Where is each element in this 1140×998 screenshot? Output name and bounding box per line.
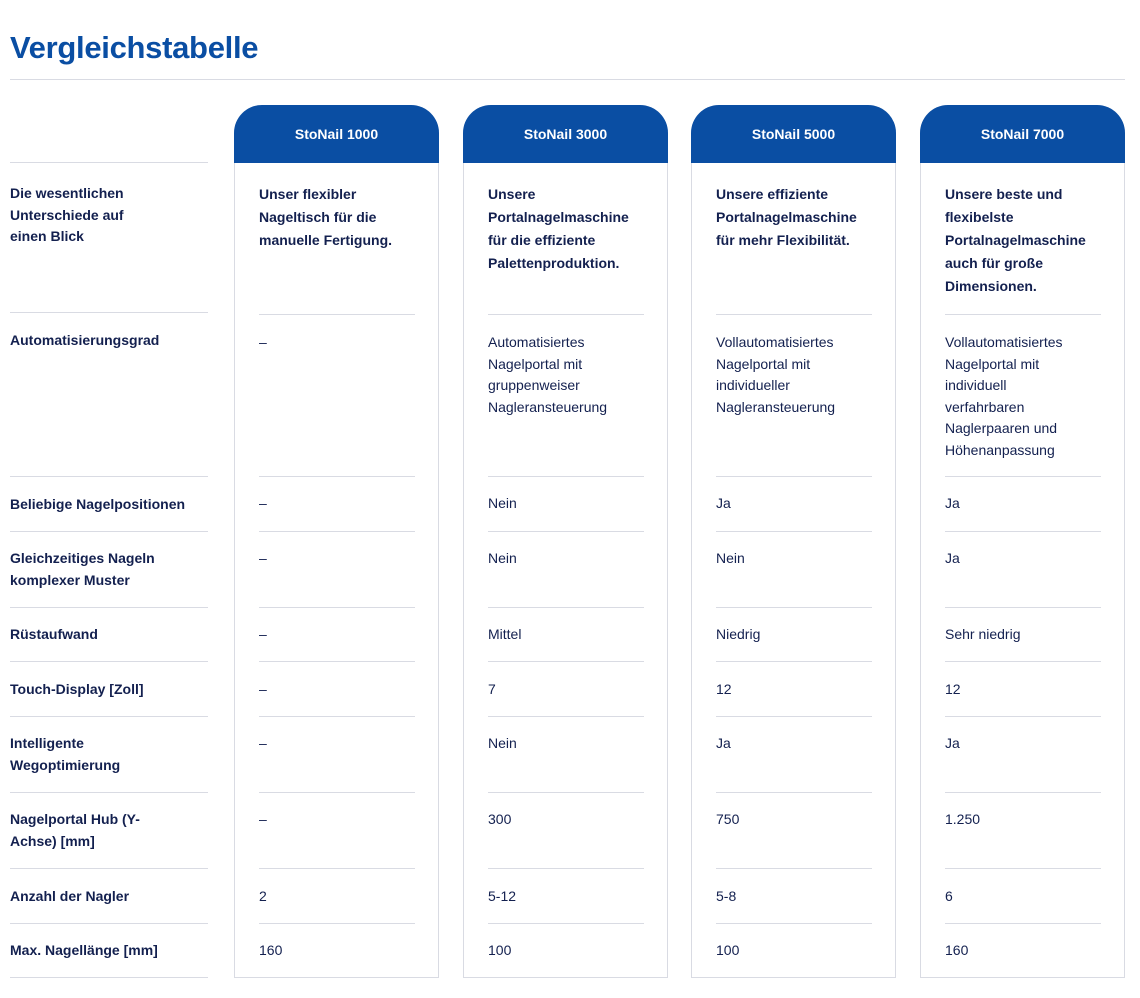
cell-path-optimization: Ja <box>945 735 960 751</box>
column-header: StoNail 3000 <box>463 105 668 163</box>
column-header: StoNail 7000 <box>920 105 1125 163</box>
cell-divider <box>716 314 872 315</box>
cell-portal-stroke: 300 <box>488 811 512 827</box>
cell-divider <box>945 661 1101 662</box>
column-header: StoNail 5000 <box>691 105 896 163</box>
cell-path-optimization: Ja <box>716 735 731 751</box>
cell-nailer-count: 5-8 <box>716 888 737 904</box>
label-divider <box>10 923 208 924</box>
cell-divider <box>716 868 872 869</box>
row-label-nail-positions: Beliebige Nagelpositionen <box>10 496 186 512</box>
product-column-stonail-1000 <box>234 105 439 978</box>
cell-portal-stroke: 1.250 <box>945 811 981 827</box>
cell-divider <box>259 476 415 477</box>
cell-portal-stroke: – <box>259 811 267 827</box>
cell-divider <box>488 314 644 315</box>
cell-complex-patterns: Ja <box>945 550 960 566</box>
cell-divider <box>259 531 415 532</box>
product-column-stonail-5000 <box>691 105 896 978</box>
label-divider <box>10 977 208 978</box>
row-label-portal-stroke: Nagelportal Hub (Y-Achse) [mm] <box>10 811 140 849</box>
cell-complex-patterns: Nein <box>716 550 745 566</box>
label-divider <box>10 162 208 163</box>
page-title: Vergleichstabelle <box>10 30 259 65</box>
cell-summary: Unsere effiziente Portalnagelmaschine für mehr Flexibilität. <box>716 186 857 248</box>
row-label-touch-display: Touch-Display [Zoll] <box>10 681 144 697</box>
label-divider <box>10 868 208 869</box>
cell-divider <box>716 792 872 793</box>
cell-automation: – <box>259 334 267 350</box>
label-divider <box>10 476 208 477</box>
cell-divider <box>488 868 644 869</box>
row-label-summary: Die wesentlichen Unterschiede auf einen Blick <box>10 185 124 244</box>
cell-nailer-count: 5-12 <box>488 888 517 904</box>
row-label-setup-effort: Rüstaufwand <box>10 626 98 642</box>
cell-nailer-count: 2 <box>259 888 267 904</box>
cell-divider <box>488 792 644 793</box>
label-divider <box>10 607 208 608</box>
row-label-automation: Automatisierungsgrad <box>10 332 160 348</box>
cell-portal-stroke: 750 <box>716 811 740 827</box>
cell-touch-display: 12 <box>716 681 732 697</box>
cell-divider <box>945 314 1101 315</box>
cell-divider <box>945 923 1101 924</box>
cell-divider <box>259 661 415 662</box>
cell-divider <box>945 531 1101 532</box>
cell-divider <box>259 314 415 315</box>
cell-touch-display: 7 <box>488 681 496 697</box>
title-divider <box>10 79 1125 80</box>
cell-divider <box>259 792 415 793</box>
cell-divider <box>488 923 644 924</box>
label-divider <box>10 661 208 662</box>
cell-path-optimization: Nein <box>488 735 517 751</box>
cell-divider <box>716 531 872 532</box>
label-divider <box>10 792 208 793</box>
row-label-nailer-count: Anzahl der Nagler <box>10 888 130 904</box>
cell-divider <box>716 923 872 924</box>
cell-divider <box>259 923 415 924</box>
cell-max-nail-length: 160 <box>945 942 969 958</box>
cell-divider <box>716 661 872 662</box>
cell-max-nail-length: 100 <box>488 942 512 958</box>
cell-divider <box>259 868 415 869</box>
cell-summary: Unsere Portalnagelmaschine für die effiziente Palettenproduktion. <box>488 186 629 271</box>
cell-nailer-count: 6 <box>945 888 953 904</box>
cell-divider <box>488 531 644 532</box>
cell-divider <box>945 792 1101 793</box>
cell-setup-effort: Mittel <box>488 626 522 642</box>
cell-setup-effort: Niedrig <box>716 626 761 642</box>
cell-setup-effort: – <box>259 626 267 642</box>
cell-touch-display: 12 <box>945 681 961 697</box>
cell-divider <box>488 661 644 662</box>
cell-divider <box>945 476 1101 477</box>
cell-divider <box>488 716 644 717</box>
cell-divider <box>945 607 1101 608</box>
cell-nail-positions: – <box>259 495 267 511</box>
cell-divider <box>716 716 872 717</box>
cell-summary: Unser flexibler Nageltisch für die manuelle Fertigung. <box>259 186 393 248</box>
cell-nail-positions: Nein <box>488 495 517 511</box>
label-divider <box>10 531 208 532</box>
cell-touch-display: – <box>259 681 267 697</box>
column-header: StoNail 1000 <box>234 105 439 163</box>
row-label-max-nail-length: Max. Nagellänge [mm] <box>10 942 158 958</box>
cell-max-nail-length: 100 <box>716 942 740 958</box>
cell-setup-effort: Sehr niedrig <box>945 626 1021 642</box>
row-label-path-optimization: Intelligente Wegoptimierung <box>10 735 121 773</box>
cell-divider <box>945 868 1101 869</box>
cell-path-optimization: – <box>259 735 267 751</box>
cell-divider <box>716 607 872 608</box>
product-column-stonail-3000 <box>463 105 668 978</box>
label-divider <box>10 716 208 717</box>
cell-summary: Unsere beste und flexibelste Portalnagelmaschine auch für große Dimensionen. <box>945 186 1086 294</box>
row-label-complex-patterns: Gleichzeitiges Nageln komplexer Muster <box>10 550 155 588</box>
cell-automation: Automatisiertes Nagelportal mit gruppenweiser Nagleransteuerung <box>488 334 608 415</box>
cell-complex-patterns: Nein <box>488 550 517 566</box>
cell-divider <box>488 476 644 477</box>
cell-max-nail-length: 160 <box>259 942 283 958</box>
cell-nail-positions: Ja <box>716 495 731 511</box>
cell-automation: Vollautomatisiertes Nagelportal mit individuell verfahrbaren Naglerpaaren und Höhenanpassung <box>945 334 1063 458</box>
cell-divider <box>716 476 872 477</box>
cell-divider <box>259 716 415 717</box>
cell-automation: Vollautomatisiertes Nagelportal mit individueller Nagleransteuerung <box>716 334 836 415</box>
product-column-stonail-7000 <box>920 105 1125 978</box>
cell-divider <box>488 607 644 608</box>
cell-divider <box>945 716 1101 717</box>
label-divider <box>10 312 208 313</box>
cell-divider <box>259 607 415 608</box>
cell-nail-positions: Ja <box>945 495 960 511</box>
cell-complex-patterns: – <box>259 550 267 566</box>
